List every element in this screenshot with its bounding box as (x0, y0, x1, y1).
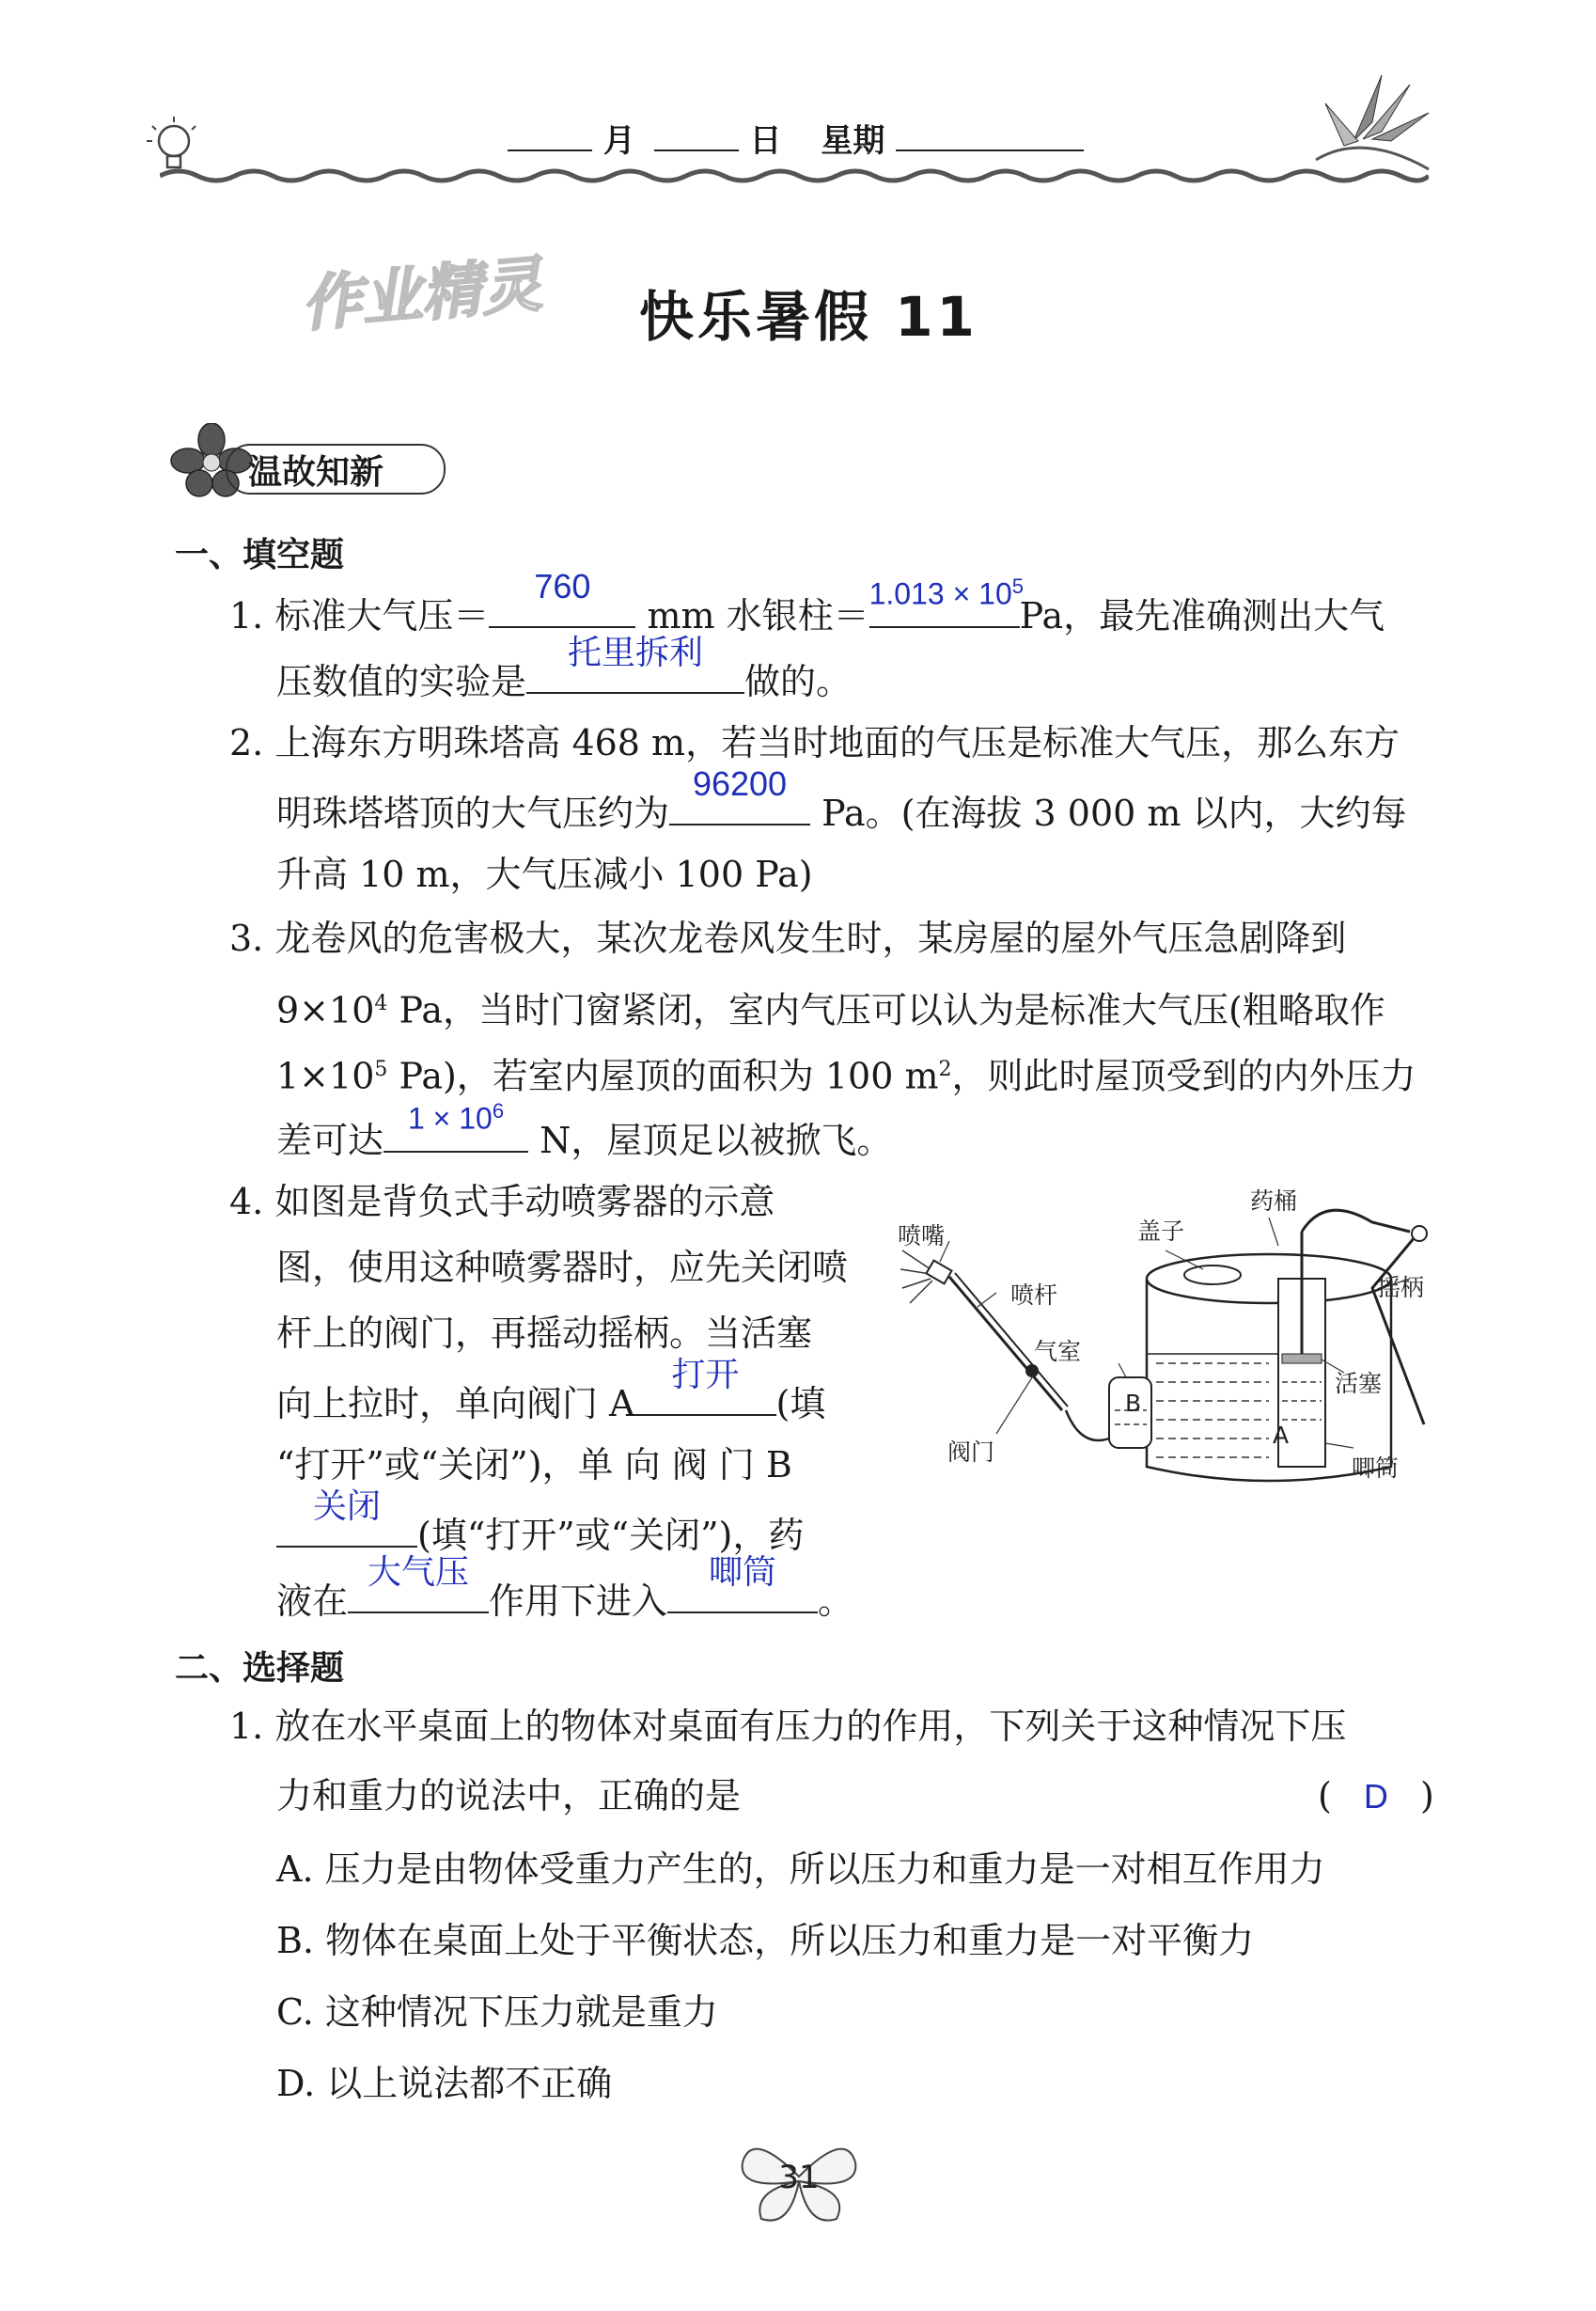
q1-answer-3: 托里拆利 (568, 633, 704, 671)
label-rod: 喷杆 (1010, 1281, 1058, 1309)
q4-text-7b: 作用下进入 (489, 1580, 668, 1622)
q3-text-5: N，屋顶足以被掀飞。 (528, 1120, 893, 1161)
q2-number: 2. (229, 722, 264, 763)
q4-text-4b: (填 (775, 1383, 826, 1424)
option-c[interactable]: C. 这种情况下压力就是重力 (276, 1991, 718, 2033)
q1-answer-2: $1.013 \times 10^5$ (868, 574, 1024, 611)
q4-blank-2[interactable] (276, 1486, 417, 1548)
q1-blank-1[interactable] (489, 567, 635, 628)
q2-line3 (276, 846, 813, 903)
label-B: B (1125, 1390, 1142, 1417)
page-title: 快乐暑假 11 (639, 285, 978, 349)
q1-number: 1. (229, 595, 264, 637)
q4-line5: “打开”或“关闭”)，单 向 阀 门 B (276, 1444, 792, 1486)
q2-text-1: 上海东方明珠塔高 468 m，若当时地面的气压是标准大气压，那么东方 (274, 722, 1400, 763)
q4-line1 (229, 1173, 775, 1230)
q3-blank[interactable] (383, 1099, 528, 1153)
q1-blank-2[interactable] (868, 574, 1024, 628)
q1-line1 (229, 567, 1385, 644)
q4-line3: 杆上的阀门，再摇动摇柄。当活塞 (276, 1313, 813, 1354)
watermark: 作业精灵 (298, 249, 545, 340)
q3-answer: $1 \times 10^6$ (407, 1099, 505, 1136)
page-number-badge (733, 2125, 865, 2228)
label-chamber: 气室 (1034, 1338, 1082, 1365)
q4-text-6: (填“打开”或“关闭”)，药 (417, 1515, 805, 1556)
q3-text-1: 龙卷风的危害极大，某次龙卷风发生时，某房屋的屋外气压急剧降到 (274, 918, 1347, 959)
section-heading-choice: 二、选择题 (175, 1649, 345, 1688)
q3-number: 3. (229, 918, 264, 959)
q3-text-3a: 1×10 (276, 1055, 375, 1097)
s2q1-line2: 力和重力的说法中，正确的是 (276, 1775, 742, 1816)
q4-text-4: 向上拉时，单向阀门 A (276, 1383, 635, 1424)
q1-blank-3[interactable] (526, 633, 744, 694)
month-blank (508, 149, 592, 151)
paren-open: ( (1318, 1775, 1332, 1816)
q3-sup-2: 5 (374, 1058, 388, 1081)
q2-answer: 96200 (692, 764, 788, 803)
paren-close: ) (1420, 1775, 1434, 1816)
q4-text-1: 如图是背负式手动喷雾器的示意 (274, 1181, 775, 1222)
q4-blank-1[interactable] (635, 1355, 776, 1416)
q4-blank-3[interactable] (348, 1552, 489, 1613)
q3-line4 (276, 1099, 893, 1169)
option-d[interactable]: D. 以上说法都不正确 (276, 2063, 613, 2104)
wavy-divider (160, 165, 1429, 187)
day-blank (654, 149, 739, 151)
q3-text-3c: ，则此时屋顶受到的内外压力 (951, 1055, 1416, 1097)
q1-text-3: Pa，最先准确测出大气 (1019, 595, 1385, 637)
q1-text: 标准大气压＝ (274, 595, 490, 637)
q1-text-2: mm 水银柱＝ (635, 595, 869, 637)
q2-blank[interactable] (669, 764, 810, 825)
banner-label: 温故知新 (248, 453, 384, 492)
q4-line2: 图，使用这种喷雾器时，应先关闭喷 (276, 1247, 849, 1288)
s2q1-text-1: 放在水平桌面上的物体对桌面有压力的作用，下列关于这种情况下压 (274, 1706, 1347, 1747)
q4-answer-4: 唧筒 (709, 1552, 777, 1591)
page-number: 31 (778, 2159, 820, 2196)
q4-answer-2: 关闭 (312, 1486, 381, 1525)
label-handle: 摇柄 (1377, 1274, 1425, 1301)
q3-sup-1: 4 (374, 992, 388, 1015)
q3-text-4: 差可达 (276, 1120, 384, 1161)
sprayer-diagram (893, 1175, 1438, 1514)
q4-answer-1: 打开 (671, 1355, 740, 1393)
q3-sup-3: 2 (938, 1058, 952, 1081)
section-heading-fill: 一、填空题 (175, 536, 345, 574)
q2-line1 (229, 715, 1400, 771)
s2q1-line1 (229, 1698, 1346, 1754)
q4-text-7a: 液在 (276, 1580, 349, 1622)
label-piston: 活塞 (1335, 1370, 1383, 1397)
weekday-label: 星期 (821, 122, 885, 160)
q2-line2 (276, 764, 1407, 841)
day-label: 日 (749, 122, 782, 160)
q3-line1 (229, 910, 1346, 967)
date-header (0, 0, 1596, 188)
q4-number: 4. (229, 1181, 264, 1222)
label-nozzle: 喷嘴 (898, 1222, 946, 1250)
label-pump: 唧筒 (1352, 1454, 1400, 1482)
label-lid: 盖子 (1137, 1218, 1185, 1245)
label-tank: 药桶 (1250, 1187, 1298, 1215)
q3-line2 (276, 976, 1385, 1039)
q1-text-5: 做的。 (744, 661, 853, 702)
option-b[interactable]: B. 物体在桌面上处于平衡状态，所以压力和重力是一对平衡力 (276, 1920, 1255, 1961)
weekday-blank (896, 149, 1084, 151)
s2q1-answer-box[interactable] (1318, 1768, 1434, 1825)
q1-answer-1: 760 (534, 567, 591, 605)
q1-line2 (276, 633, 853, 710)
label-A: A (1273, 1422, 1290, 1449)
section-banner (169, 423, 451, 498)
label-valve: 阀门 (947, 1438, 995, 1466)
q2-text-2: 明珠塔塔顶的大气压约为 (276, 793, 670, 834)
q3-text-3b: Pa)，若室内屋顶的面积为 100 m (387, 1055, 939, 1097)
option-a[interactable]: A. 压力是由物体受重力产生的，所以压力和重力是一对相互作用力 (276, 1848, 1325, 1890)
s2q1-answer: D (1363, 1777, 1388, 1816)
q3-text-2b: Pa，当时门窗紧闭，室内气压可以认为是标准大气压(粗略取作 (387, 989, 1385, 1031)
q1-text-4: 压数值的实验是 (276, 661, 527, 702)
month-label: 月 (602, 122, 635, 160)
q4-text-7c: 。 (818, 1580, 854, 1622)
q3-text-2a: 9×10 (276, 989, 375, 1031)
plant-icon (1297, 66, 1438, 179)
s2q1-number: 1. (229, 1706, 264, 1747)
q2-text-3: Pa。(在海拔 3 000 m 以内，大约每 (810, 793, 1407, 834)
q4-line7 (276, 1552, 854, 1629)
q4-answer-3: 大气压 (368, 1552, 470, 1591)
q4-blank-4[interactable] (667, 1552, 818, 1613)
q2-text-4: 升高 10 m，大气压减小 100 Pa) (276, 854, 813, 895)
q4-line4 (276, 1355, 826, 1432)
